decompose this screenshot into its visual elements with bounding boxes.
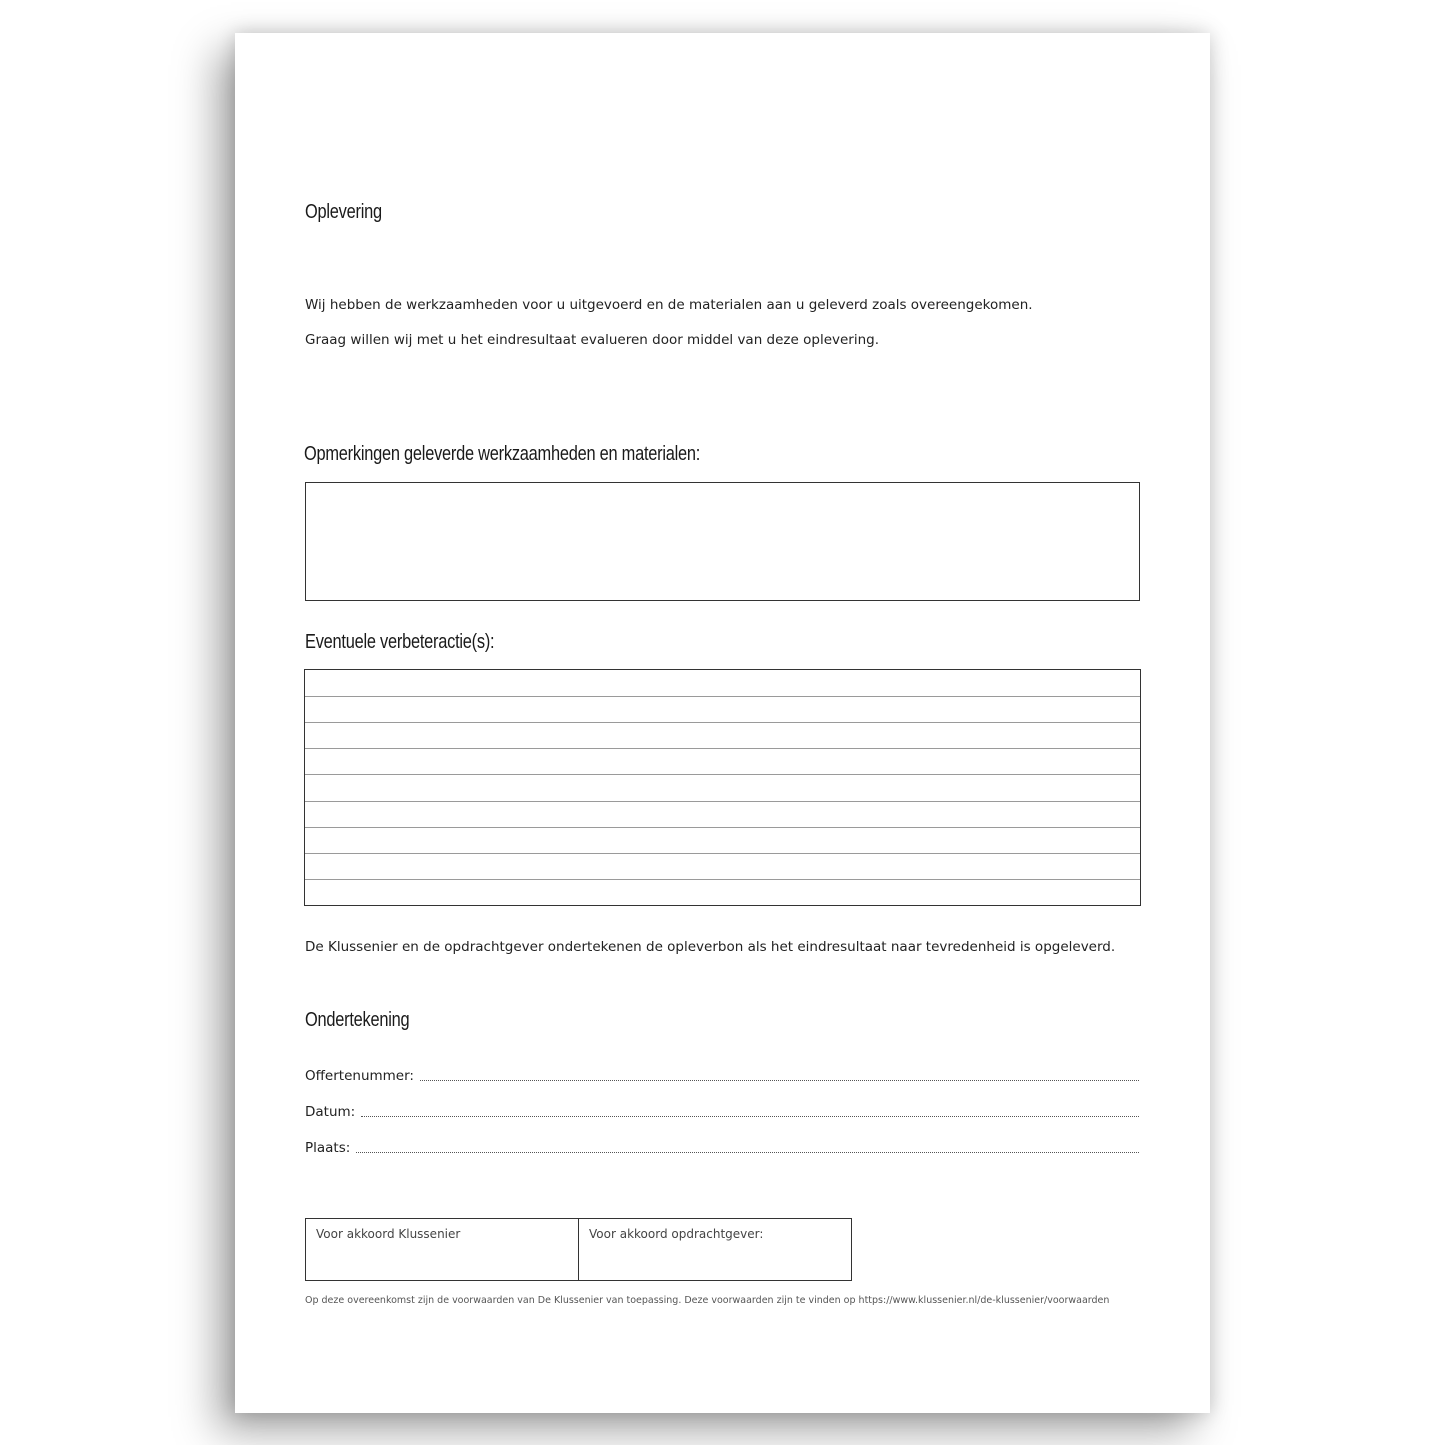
ruled-line <box>305 748 1140 749</box>
intro-paragraph-2: Graag willen wij met u het eindresultaat evalueren door middel van deze oplevering. <box>305 332 880 348</box>
quote-number-row[interactable] <box>305 1068 1139 1084</box>
place-dotted-line[interactable] <box>356 1151 1139 1153</box>
ruled-line <box>305 827 1140 828</box>
improvements-heading: Eventuele verbeteractie(s): <box>305 631 495 653</box>
place-row[interactable] <box>305 1140 1139 1156</box>
remarks-heading: Opmerkingen geleverde werkzaamheden en materialen: <box>304 443 701 465</box>
place-label: Plaats: <box>305 1140 351 1156</box>
ruled-line <box>305 853 1140 854</box>
quote-number-dotted-line[interactable] <box>420 1079 1139 1081</box>
date-dotted-line[interactable] <box>361 1115 1139 1117</box>
ruled-line <box>305 879 1140 880</box>
quote-number-label: Offertenummer: <box>305 1068 414 1084</box>
signing-note: De Klussenier en de opdrachtgever ondertekenen de opleverbon als het eindresultaat naar tevredenheid is opgeleverd. <box>305 939 1116 955</box>
signature-cell-client[interactable] <box>578 1219 851 1280</box>
signing-heading: Ondertekening <box>305 1009 410 1031</box>
footer-terms: Op deze overeenkomst zijn de voorwaarden van De Klussenier van toepassing. Deze voorwaarden zijn te vinden op https://www.klussenier.nl/de-klussenier/voorwaarden <box>305 1295 1110 1306</box>
intro-paragraph-1: Wij hebben de werkzaamheden voor u uitgevoerd en de materialen aan u geleverd zoals overeengekomen. <box>305 297 1033 313</box>
signature-label-client: Voor akkoord opdrachtgever: <box>589 1227 764 1241</box>
document-title: Oplevering <box>305 201 382 223</box>
signature-label-klussenier: Voor akkoord Klussenier <box>316 1227 461 1241</box>
ruled-line <box>305 774 1140 775</box>
date-row[interactable] <box>305 1104 1139 1120</box>
remarks-field[interactable] <box>305 482 1140 601</box>
document-sheet <box>235 33 1210 1413</box>
date-label: Datum: <box>305 1104 356 1120</box>
signature-box <box>305 1218 852 1281</box>
ruled-line <box>305 722 1140 723</box>
signature-cell-klussenier[interactable] <box>306 1219 578 1280</box>
ruled-line <box>305 801 1140 802</box>
improvements-lined-field[interactable] <box>304 669 1141 906</box>
ruled-line <box>305 696 1140 697</box>
